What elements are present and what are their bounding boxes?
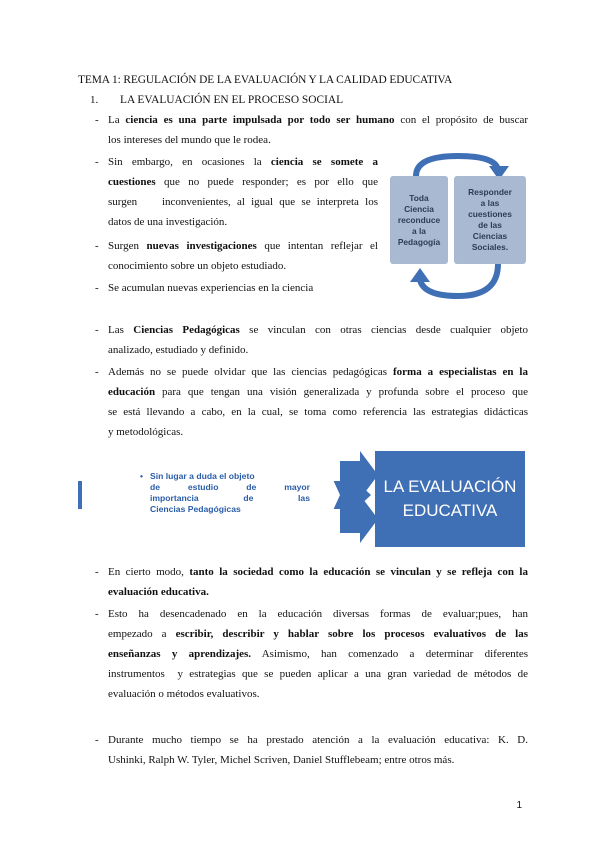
box-text: a las <box>480 198 500 208</box>
paragraph <box>108 730 528 770</box>
section-title: LA EVALUACIÓN EN EL PROCESO SOCIAL <box>120 94 344 106</box>
top-curved-arrow <box>416 156 498 176</box>
paragraph <box>108 320 528 360</box>
text: Surgen <box>108 240 147 252</box>
cycle-diagram <box>388 152 528 302</box>
text: que no puede responder; es por ello que <box>155 176 378 188</box>
text-line: conocimiento sobre un objeto estudiado. <box>108 260 287 272</box>
text-line: instrumentos y estrategias que se pueden aplicar a una gran variedad de métodos de <box>108 668 528 680</box>
box-text: Pedagogía <box>397 236 441 247</box>
bullet-dot: • <box>140 471 144 481</box>
text: La <box>108 114 126 126</box>
bullet-line: de estudio de mayor <box>150 482 310 492</box>
evaluation-box <box>375 451 525 547</box>
box-text: Ciencias <box>472 231 508 241</box>
diagram-box-right <box>454 176 526 264</box>
diagram-bullet-text <box>140 471 310 515</box>
bold-text: enseñanzas y aprendizajes. <box>108 648 252 660</box>
text-line: analizado, estudiado y definido. <box>108 344 249 356</box>
box-text: Toda <box>409 192 429 203</box>
bullet-dash: - <box>95 156 99 168</box>
bold-text: educación <box>108 386 156 398</box>
bullet-dash: - <box>95 114 99 126</box>
text-line: Ushinki, Ralph W. Tyler, Michel Scriven, Daniel Stufflebeam; entre otros más. <box>108 754 455 766</box>
bullet-dash: - <box>95 366 99 378</box>
text-line: Durante mucho tiempo se ha prestado atención a la evaluación educativa: K. D. <box>108 734 528 746</box>
text: Además no se puede olvidar que las ciencias pedagógicas <box>108 366 394 378</box>
bottom-curved-arrow <box>420 264 498 296</box>
box-text: de las <box>478 220 502 230</box>
bullet-dash: - <box>95 240 99 252</box>
text: con el propósito de buscar <box>394 114 528 126</box>
box-title-line: LA EVALUACIÓN <box>383 477 517 496</box>
bold-text: nuevas investigaciones <box>146 240 257 252</box>
text-line: y metodológicas. <box>108 426 184 438</box>
bold-text: ciencia se somete a <box>270 156 379 168</box>
evaluation-diagram <box>78 451 533 547</box>
bullet-dash: - <box>95 608 99 620</box>
paragraph <box>108 604 528 704</box>
text: Sin embargo, en ocasiones la <box>108 156 271 168</box>
box-text: Ciencia <box>404 203 434 214</box>
text: Asimismo, han comenzado a determinar diferentes <box>251 648 528 660</box>
paragraph <box>108 152 378 232</box>
text-line: se está llevando a cabo, en la cual, se toma como referencia las estrategias didácticas <box>108 406 528 418</box>
text-line: evaluación o métodos evaluativos. <box>108 688 260 700</box>
page-number: 1 <box>516 800 522 811</box>
paragraph <box>108 362 528 442</box>
text-line: datos de una investigación. <box>108 216 228 228</box>
document-title: TEMA 1: REGULACIÓN DE LA EVALUACIÓN Y LA CALIDAD EDUCATIVA <box>78 74 453 86</box>
text: En cierto modo, <box>108 566 190 578</box>
bold-text: evaluación educativa. <box>108 586 209 598</box>
section-number: 1. <box>90 94 99 106</box>
box-text: reconduce <box>397 214 441 225</box>
bullet-dash: - <box>95 566 99 578</box>
bold-text: ciencia es una parte impulsada por todo ser humano <box>125 114 395 126</box>
text: se vinculan con otras ciencias desde cualquier objeto <box>239 324 528 336</box>
bold-text: cuestiones <box>108 176 156 188</box>
diagram-box-left <box>390 176 448 264</box>
paragraph <box>108 110 528 150</box>
text-line: surgen inconvenientes, al igual que se interpreta los <box>108 196 378 208</box>
box-text: cuestiones <box>468 209 512 219</box>
text-line: los intereses del mundo que le rodea. <box>108 134 271 146</box>
bullet-line: importancia de las <box>150 493 310 503</box>
bullet-dash: - <box>95 282 99 294</box>
box-text: a la <box>412 225 426 236</box>
bold-text: Ciencias Pedagógicas <box>133 324 240 336</box>
text: Las <box>108 324 134 336</box>
text: que intentan reflejar el <box>256 240 378 252</box>
bullet-dash: - <box>95 324 99 336</box>
box-title-line: EDUCATIVA <box>402 501 498 520</box>
text: para que tengan una visión generalizada y profunda sobre el proceso que <box>155 386 528 398</box>
text-line: Se acumulan nuevas experiencias en la ciencia <box>108 282 314 294</box>
text: empezado a <box>108 628 176 640</box>
bottom-arrowhead <box>410 268 430 282</box>
bold-text: forma a especialistas en la <box>393 366 528 378</box>
bold-text: tanto la sociedad como la educación se vinculan y se refleja con la <box>189 566 528 578</box>
paragraph <box>108 278 378 298</box>
paragraph <box>108 562 528 602</box>
box-text: Responder <box>468 187 512 197</box>
text-line: Esto ha desencadenado en la educación diversas formas de evaluar;pues, han <box>108 608 528 620</box>
bullet-line: Sin lugar a duda el objeto <box>150 471 255 481</box>
bold-text: escribir, describir y hablar sobre los procesos evaluativos de las <box>175 628 528 640</box>
box-text: Sociales. <box>471 242 509 252</box>
paragraph <box>108 236 378 276</box>
bullet-line: Ciencias Pedagógicas <box>150 504 241 514</box>
bullet-dash: - <box>95 734 99 746</box>
